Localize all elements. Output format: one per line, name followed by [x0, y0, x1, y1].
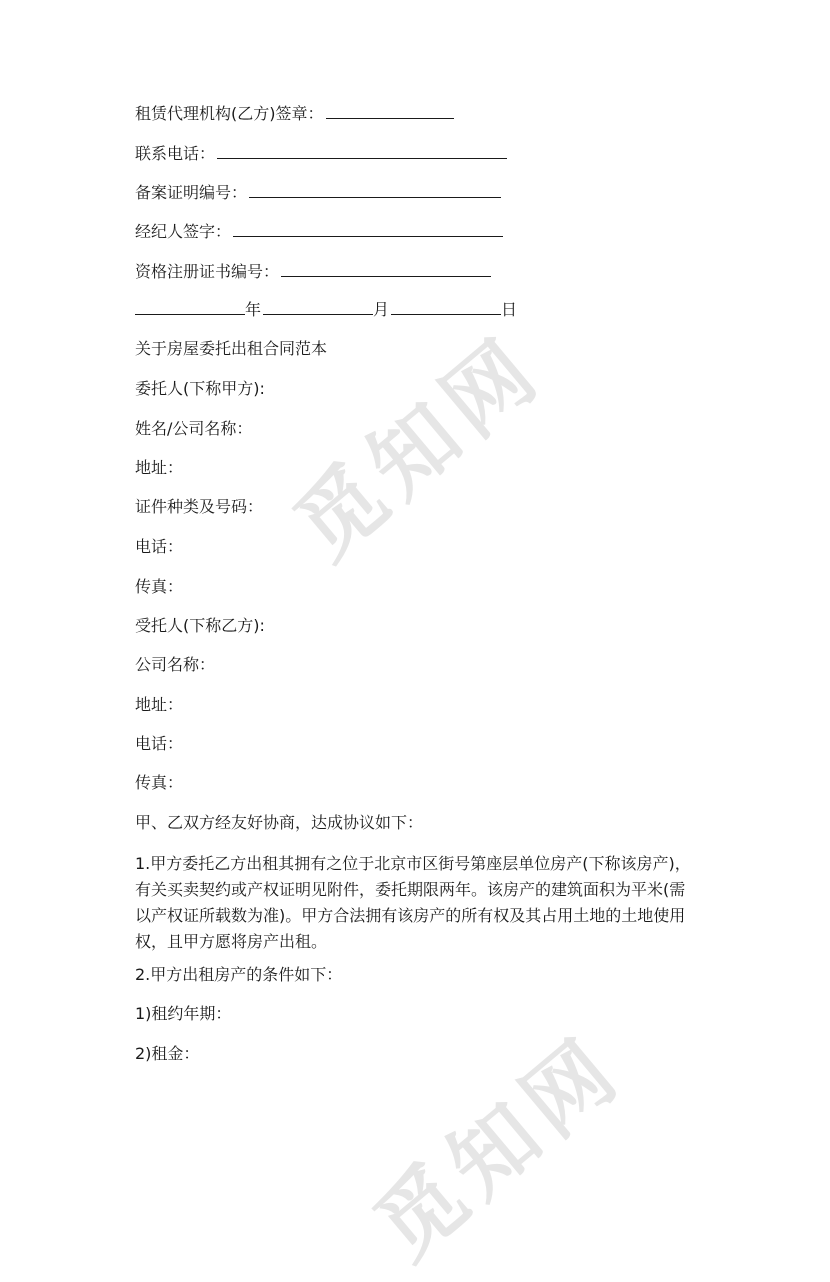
agreement-intro: 甲、乙双方经友好协商，达成协议如下：: [135, 813, 424, 832]
party-a-address-label: 地址：: [135, 458, 184, 477]
watermark: 觅知网: [356, 1017, 642, 1279]
year-label: 年: [245, 300, 262, 319]
month-blank: [263, 298, 373, 315]
party-a-fax-label: 传真：: [135, 577, 184, 596]
date-line: [135, 298, 517, 321]
watermark: 觅知网: [276, 317, 562, 579]
agency-sign-line: [135, 102, 454, 125]
party-b-heading: 受托人(下称乙方):: [135, 616, 265, 635]
agency-sign-blank: [326, 102, 454, 119]
day-blank: [391, 298, 501, 315]
phone-blank: [217, 142, 507, 159]
clause-2: 2.甲方出租房产的条件如下：: [135, 965, 343, 984]
clause-1: 1.甲方委托乙方出租其拥有之位于北京市区街号第座层单位房产(下称该房产)，有关买卖契约或产权证明见附件，委托期限两年。该房产的建筑面积为平米(需以产权证所载数为准)。甲方合法拥有该房产的所有权及其占用土地的土地使用权，且甲方愿将房产出租。: [135, 854, 691, 951]
party-b-company-label: 公司名称：: [135, 655, 216, 674]
party-a-heading: 委托人(下称甲方):: [135, 379, 265, 398]
cert-no-label: 资格注册证书编号：: [135, 262, 280, 281]
agent-sign-line: [135, 220, 503, 243]
record-no-blank: [249, 181, 501, 198]
clause-2-item: 1)租约年期：: [135, 1004, 232, 1023]
party-a-id-label: 证件种类及号码：: [135, 497, 264, 516]
agent-sign-blank: [233, 220, 503, 237]
agency-sign-label: 租赁代理机构(乙方)签章：: [135, 104, 324, 123]
month-label: 月: [373, 300, 390, 319]
cert-no-blank: [281, 260, 491, 277]
clause-2-item: 2)租金：: [135, 1044, 200, 1063]
cert-no-line: [135, 260, 491, 283]
year-blank: [135, 298, 245, 315]
record-no-label: 备案证明编号：: [135, 183, 248, 202]
phone-line: [135, 142, 507, 165]
record-no-line: [135, 181, 501, 204]
party-a-phone-label: 电话：: [135, 537, 184, 556]
party-b-phone-label: 电话：: [135, 734, 184, 753]
party-a-name-label: 姓名/公司名称：: [135, 419, 253, 438]
agent-sign-label: 经纪人签字：: [135, 222, 232, 241]
day-label: 日: [501, 300, 518, 319]
phone-label: 联系电话：: [135, 144, 216, 163]
party-b-fax-label: 传真：: [135, 773, 184, 792]
party-b-address-label: 地址：: [135, 695, 184, 714]
document-title: 关于房屋委托出租合同范本: [135, 339, 328, 358]
